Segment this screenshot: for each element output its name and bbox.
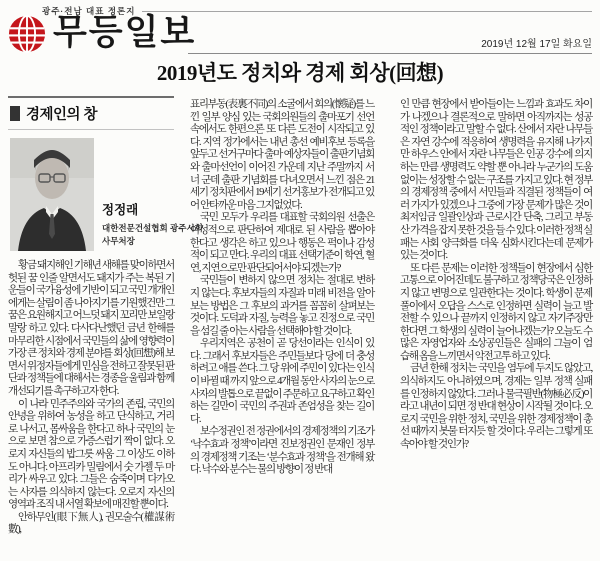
article-column-left [8, 96, 203, 559]
author-organization: 대한전문건설협회 광주시회 [102, 223, 203, 233]
article-paragraph: 국민들이 변하지 않으면 정치는 절대로 변하지 않는다. 후보자들의 자질과 미래 비전을 알아보는 방법은 그 후보의 과거를 꼼꼼히 살펴보는 것이다. 도덕과 자질, 능력을 놓고 진정으로 국민을 섬길 줄 아는 사람을 선택해야 할 것이다. [190, 275, 374, 337]
article-paragraph: 황금 돼지해인 기해년 새해를 맞이하면서 헛된 꿈 인줄 알면서도 돼지가 주는 복된 기운들이 국가융성에 기반이 되고 국민 개개인에게는 살림이 좀 나아지기를 기원했건만 그 꿈은 요원해지고 어느덧 돼지 꼬리만 보일랑 말랑 하고 있다. 다사다난했던 금년 한해를 마무리한 시점에서 국민들의 삶에 영향력이 가장 큰 정치와 경제 분야를 회상(回想)해 보면서 위정자들에게 민심을 전하고 잘못된 판단과 정책들에 대해서는 경종을 울림과 함께 개선되기를 촉구하고자 한다. [8, 260, 174, 397]
article-body [8, 96, 592, 559]
issue-date: 2019년 12월 17일 화요일 [481, 39, 592, 50]
article-paragraph: 표리부동(表裏不同)의 소굴에서 회의(懷疑)를 느낀 일부 양심 있는 국회의원들의 출마포기 선언 속에서도 한편으론 또 다른 도전이 시작되고 있다. 지역 정가에서는 내년 총선 예비후보 등록을 앞두고 선거구마다 출마 예상자들이 출판기념회와 출마선언이 이어진 가운데 지난 주말까지 서너 군데 출판 기념회를 다녀오면서 느낀 점은 21세기 정치판에서 19세기 선거홍보가 전개되고 있어 안타까운 마음 그지없었다. [190, 99, 374, 211]
article-paragraph: 이 나라 민주주의와 국가의 존립, 국민의 안녕을 위하여 농성을 하고 단식하고, 거리로 나서고, 몸싸움을 한다고 하나 국민의 눈으로 보면 참으로 가증스럽기 짝이 없다. 오로지 자신들의 밥그릇 싸움 그 이상도 이하도 아니다. 아프리카 밀림에서 숫 가젤 두 마리가 싸우고 있다. 그들은 숨죽이며 다가오는 사자를 의식하지 않는다. 오로지 자신의 영역과 조직 내 서열 확보에 매진할 뿐이다. [8, 398, 174, 511]
section-label: 경제인의 창 [26, 107, 98, 123]
article-column-text [8, 260, 174, 537]
article-column-middle [190, 96, 374, 559]
article-paragraph: 우리지역은 공천이 곧 당선이라는 인식이 있다. 그래서 후보자들은 주민들보다 당에 더 충성하려고 애를 쓴다. 그 당 위에 주민이 있다는 인식이 바뀔 때 까지 앞으로 4개월 동안 사자의 눈으로 사자의 발톱으로 끝없이 주문하고 요구하고 확인하는 길만이 국민의 주권과 존엄성을 찾는 길이다. [190, 338, 374, 425]
author-job-title: 사무처장 [102, 236, 135, 246]
article-paragraph: 인 만큼 현장에서 받아들이는 느낌과 효과도 차이가 나겠으나 결론적으로 말하면 아직까지는 성공적인 정책이라고 말할 수 없다. 산에서 자란 나무들은 자연 강수에 적응하여 생명력을 유지해 나가지만 하우스 안에서 자란 나무들은 인공 강수에 의지하는 만큼 생명력도 약할 뿐 아니라 누군가의 도움 없이는 성장할 수 없는 구조를 가지고 있다. 현 정부의 경제정책 중에서 서민들과 직결된 정책들이 여러 가지가 있겠으나 그중에 가장 문제가 많은 것이 최저임금 일괄인상과 근로시간 단축, 그리고 부동산 가격을 잡지 못한 것을 들 수 있다. 이러한 정책 실패는 사회 양극화를 더욱 심화시킨다는데 문제가 있는 것이다. [400, 99, 592, 262]
author-block [10, 138, 203, 251]
masthead-rule [188, 53, 592, 54]
page-title: 2019년도 정치와 경제 회상(回想) [156, 61, 444, 85]
author-photo [10, 138, 94, 251]
article-paragraph: 금년 한해 정치는 국민을 염두에 두지도 않았고, 의식하지도 아니하였으며, 경제는 일부 정책 실패를 인정하지 않았다. 그러나 물극필반(物極必反)이라고 내년이 되면 정 반대 현상이 시작될 것이다. 오로지 국민을 위한 정치, 국민을 위한 경제정책이 총선 때까지 봇물 터지듯 할 것이다. 우리는 그렇게 또 속아야 할 것인가? [400, 363, 592, 451]
article-paragraph: 보수정권인 전 정권에서의 경제정책의 기조가 ‘낙수효과 정책’이라면 진보정권인 문재인 정부의 경제정책 기조는 ‘분수효과 정책’을 전개해 왔다. 낙수와 분수는 물의 방향이 정 반대 [190, 426, 374, 476]
article-paragraph: 안하무인(眼下無人), 권모술수(權謀術數), [8, 511, 174, 536]
tagline-rule [142, 11, 592, 12]
globe-icon [8, 15, 46, 53]
masthead-tagline: 광주·전남 대표 정론지 [42, 6, 136, 16]
section-header [8, 96, 174, 130]
masthead [8, 4, 592, 58]
article-column-right [400, 96, 592, 559]
newspaper-logo-text: 무등일보 [53, 13, 197, 52]
article-paragraph: 국민 모두가 우리를 대표할 국회의원 선출은 이성적으로 판단하여 제대로 된 사람을 뽑아야 한다고 생각은 하고 있으나 행동은 퍽이나 감성적이 되고 만다. 우리의 대표 선택기준이 학연, 혈연, 지연으로만 판단되어서야 되겠는가? [190, 212, 374, 274]
article-paragraph: 또 다른 문제는 이러한 정책들이 현장에서 심한 고통으로 이어진데도 불구하고 정책당국은 인정하지 않고 변명으로 일관한다는 것이다. 학생이 문제풀이에서 오답을 스스로 인정하면 실력이 늘고 발전할 수 있으나 끝까지 인정하지 않고 자기주장만 한다면 그 학생의 실력이 늘어나겠는가? 오늘도 수많은 자영업자와 소상공인들은 실패의 그늘이 엄습해 옴을 느끼면서 악전고투 하고 있다. [400, 262, 592, 362]
section-marker-icon [10, 106, 20, 121]
photo-caption [102, 200, 203, 251]
author-name: 정정래 [102, 203, 139, 217]
